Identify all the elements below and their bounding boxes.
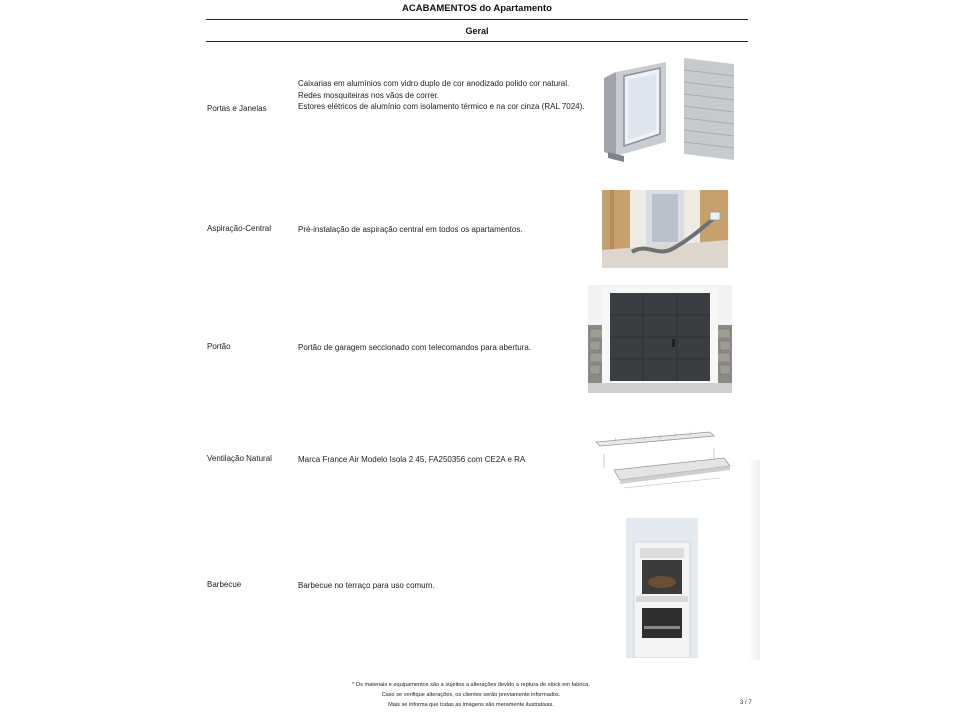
row-description-ventilacao-natural [298, 454, 588, 466]
footer-line: Mais se informa que todas as imagens são meramente ilustrativas. [388, 702, 554, 708]
row-description-aspiracao-central [298, 224, 588, 236]
page-edge-shadow [748, 460, 760, 660]
row-description-portas-janelas [298, 78, 588, 113]
description-line: Pré-instalação de aspiração central em todos os apartamentos. [298, 225, 523, 234]
description-line: Redes mosquiteiras nos vãos de correr. [298, 90, 439, 100]
row-label-barbecue: Barbecue [207, 580, 242, 589]
row-description-portao [298, 342, 588, 354]
section-rule [206, 41, 748, 42]
footer-note [206, 680, 736, 710]
row-label-portas-janelas: Portas e Janelas [207, 104, 267, 113]
description-line: Portão de garagem seccionado com telecomandos para abertura. [298, 343, 532, 352]
footer-line: Caso se verifique alterações, os clientes serão previamente informados. [381, 692, 561, 698]
description-line: Marca France Air Modelo Isola 2 45, FA250356 com CE2A e RA [298, 455, 526, 464]
description-line: Estores elétricos de alumínio com isolamento térmico e na cor cinza (RAL 7024). [298, 102, 585, 111]
description-line: Barbecue no terraço para uso comum. [298, 581, 435, 590]
section-title: Geral [465, 26, 489, 36]
document-title: ACABAMENTOS do Apartamento [402, 3, 552, 14]
aluminium-window-frame-and-shutter-image [594, 56, 734, 166]
outdoor-barbecue-image [626, 518, 698, 658]
title-rule [206, 19, 748, 20]
sectional-garage-door-image [588, 285, 732, 393]
row-label-portao: Portão [207, 342, 231, 351]
row-description-barbecue [298, 580, 588, 592]
row-label-aspiracao-central: Aspiração-Central [207, 224, 272, 233]
central-vacuum-hose-image [602, 190, 728, 268]
description-line: Caixarias em alumínios com vidro duplo de cor anodizado polido cor natural. [298, 79, 570, 88]
page-number: 3 / 7 [740, 700, 752, 706]
footer-line: * Os materiais e equipamentos são a sujeitos a alterações devido a reptura de stock em fabrica. [352, 682, 590, 688]
row-label-ventilacao-natural: Ventilação Natural [207, 454, 272, 463]
window-ventilation-grille-image [594, 428, 734, 492]
